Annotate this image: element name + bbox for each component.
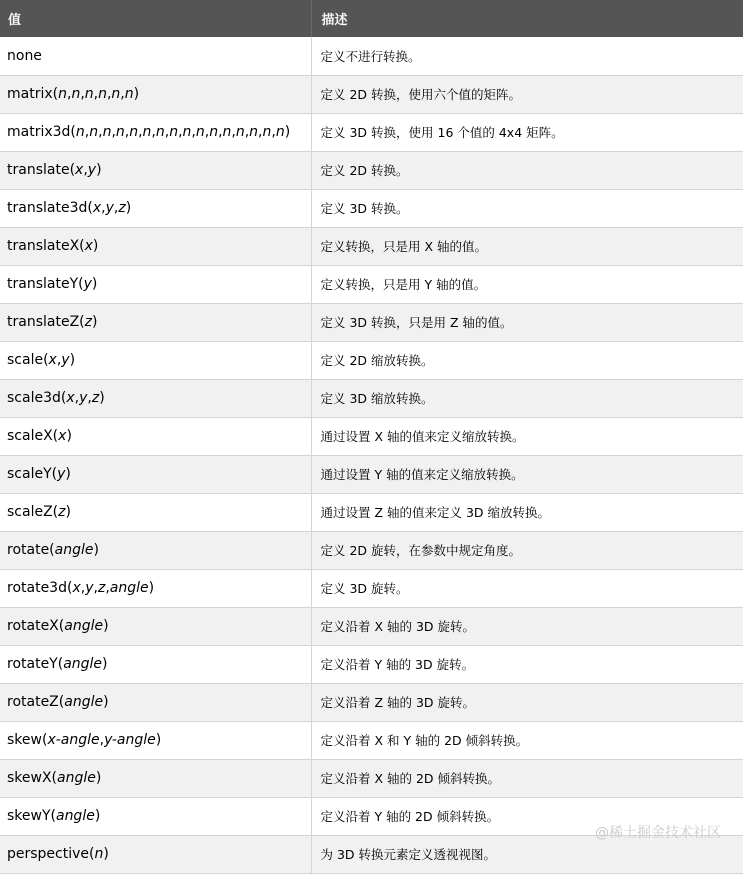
value-cell: matrix3d(n,n,n,n,n,n,n,n,n,n,n,n,n,n,n,n) — [0, 113, 311, 151]
table-row — [0, 265, 743, 303]
description-cell: 定义转换，只是用 X 轴的值。 — [311, 227, 743, 265]
value-cell: scale(x,y) — [0, 341, 311, 379]
table-row — [0, 531, 743, 569]
description-cell: 定义沿着 X 和 Y 轴的 2D 倾斜转换。 — [311, 721, 743, 759]
table-row — [0, 37, 743, 75]
table-row — [0, 341, 743, 379]
description-cell: 定义沿着 X 轴的 2D 倾斜转换。 — [311, 759, 743, 797]
table-row — [0, 227, 743, 265]
table-row — [0, 721, 743, 759]
table-row — [0, 455, 743, 493]
table-row — [0, 303, 743, 341]
header-value: 值 — [0, 0, 311, 37]
value-cell: translate(x,y) — [0, 151, 311, 189]
description-cell: 定义 3D 转换。 — [311, 189, 743, 227]
description-cell: 定义 2D 转换。 — [311, 151, 743, 189]
table-row — [0, 759, 743, 797]
value-cell: skew(x-angle,y-angle) — [0, 721, 311, 759]
description-cell: 定义 2D 旋转，在参数中规定角度。 — [311, 531, 743, 569]
description-cell: 定义 3D 转换，只是用 Z 轴的值。 — [311, 303, 743, 341]
description-cell: 定义不进行转换。 — [311, 37, 743, 75]
value-cell: skewY(angle) — [0, 797, 311, 835]
table-row — [0, 113, 743, 151]
table-header-row — [0, 0, 743, 37]
table-row — [0, 379, 743, 417]
table-row — [0, 151, 743, 189]
value-cell: scaleZ(z) — [0, 493, 311, 531]
value-cell: translateY(y) — [0, 265, 311, 303]
description-cell: 定义转换，只是用 Y 轴的值。 — [311, 265, 743, 303]
description-cell: 定义沿着 Z 轴的 3D 旋转。 — [311, 683, 743, 721]
table-row — [0, 75, 743, 113]
description-cell: 定义 2D 转换，使用六个值的矩阵。 — [311, 75, 743, 113]
description-cell: 为 3D 转换元素定义透视视图。 — [311, 835, 743, 873]
table-row — [0, 645, 743, 683]
description-cell: 定义 3D 旋转。 — [311, 569, 743, 607]
value-cell: rotateX(angle) — [0, 607, 311, 645]
description-cell: 定义沿着 X 轴的 3D 旋转。 — [311, 607, 743, 645]
value-cell: perspective(n) — [0, 835, 311, 873]
table-row — [0, 493, 743, 531]
value-cell: translate3d(x,y,z) — [0, 189, 311, 227]
description-cell: 定义沿着 Y 轴的 2D 倾斜转换。 — [311, 797, 743, 835]
watermark: @稀土掘金技术社区 — [595, 825, 721, 841]
value-cell: scale3d(x,y,z) — [0, 379, 311, 417]
value-cell: translateZ(z) — [0, 303, 311, 341]
description-cell: 定义沿着 Y 轴的 3D 旋转。 — [311, 645, 743, 683]
value-cell: matrix(n,n,n,n,n,n) — [0, 75, 311, 113]
value-cell: translateX(x) — [0, 227, 311, 265]
value-cell: rotateZ(angle) — [0, 683, 311, 721]
description-cell: 定义 2D 缩放转换。 — [311, 341, 743, 379]
description-cell: 通过设置 X 轴的值来定义缩放转换。 — [311, 417, 743, 455]
description-cell: 通过设置 Y 轴的值来定义缩放转换。 — [311, 455, 743, 493]
description-cell: 定义 3D 转换，使用 16 个值的 4x4 矩阵。 — [311, 113, 743, 151]
header-description: 描述 — [311, 0, 743, 37]
table-row — [0, 189, 743, 227]
description-cell: 通过设置 Z 轴的值来定义 3D 缩放转换。 — [311, 493, 743, 531]
table-row — [0, 569, 743, 607]
value-cell: skewX(angle) — [0, 759, 311, 797]
table-row — [0, 417, 743, 455]
value-cell: rotate(angle) — [0, 531, 311, 569]
description-cell: 定义 3D 缩放转换。 — [311, 379, 743, 417]
value-cell: scaleY(y) — [0, 455, 311, 493]
value-cell: scaleX(x) — [0, 417, 311, 455]
table-row — [0, 607, 743, 645]
value-cell: rotate3d(x,y,z,angle) — [0, 569, 311, 607]
value-cell: rotateY(angle) — [0, 645, 311, 683]
value-cell: none — [0, 37, 311, 75]
table-row — [0, 683, 743, 721]
